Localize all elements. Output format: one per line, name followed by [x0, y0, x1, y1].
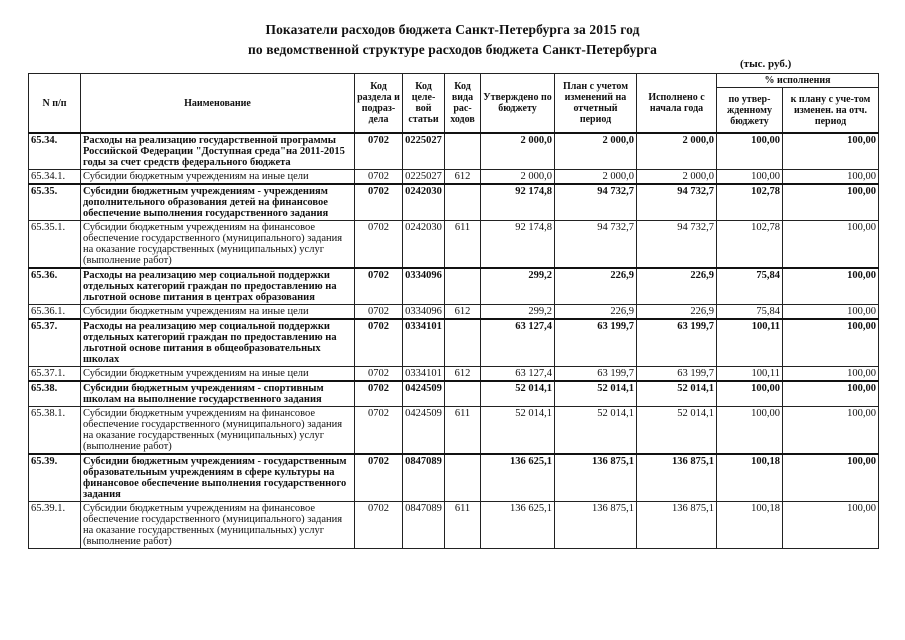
cell-approved: 299,2: [481, 268, 555, 305]
cell-approved: 63 127,4: [481, 367, 555, 382]
header-pct-approved: по утвер-жденному бюджету: [717, 88, 783, 134]
cell-plan: 2 000,0: [555, 170, 637, 185]
cell-type: [445, 454, 481, 502]
cell-num: 65.34.: [29, 133, 81, 170]
cell-pct-approved: 102,78: [717, 184, 783, 221]
table-row: [29, 221, 879, 269]
table-row: [29, 133, 879, 170]
cell-executed: 136 875,1: [637, 502, 717, 549]
cell-pct-approved: 100,00: [717, 381, 783, 407]
document-subtitle: по ведомственной структуре расходов бюджета Санкт-Петербурга: [247, 42, 658, 57]
cell-name: Субсидии бюджетным учреждениям на финансовое обеспечение государственного (муниципального) задания на оказание государственных (муниципальных) услуг (выполнение работ): [81, 221, 355, 269]
cell-article: 0334096: [403, 268, 445, 305]
cell-plan: 52 014,1: [555, 407, 637, 455]
cell-pct-plan: 100,00: [783, 133, 879, 170]
cell-pct-plan: 100,00: [783, 381, 879, 407]
table-row: [29, 381, 879, 407]
cell-section: 0702: [355, 454, 403, 502]
cell-type: [445, 319, 481, 367]
header-pct-plan: к плану с уче-том изменен. на отч. период: [783, 88, 879, 134]
cell-section: 0702: [355, 133, 403, 170]
cell-pct-approved: 100,00: [717, 170, 783, 185]
cell-type: 612: [445, 305, 481, 320]
header-approved: Утверждено по бюджету: [481, 74, 555, 134]
table-row: [29, 367, 879, 382]
cell-executed: 52 014,1: [637, 381, 717, 407]
cell-article: 0334101: [403, 367, 445, 382]
header-plan: План с учетом изменений на отчетный период: [555, 74, 637, 134]
cell-name: Субсидии бюджетным учреждениям на иные цели: [81, 305, 355, 320]
cell-section: 0702: [355, 221, 403, 269]
header-section: Код раздела и подраз-дела: [355, 74, 403, 134]
table-row: [29, 170, 879, 185]
cell-plan: 136 875,1: [555, 502, 637, 549]
cell-type: [445, 133, 481, 170]
table-row: [29, 319, 879, 367]
cell-pct-approved: 100,00: [717, 407, 783, 455]
cell-type: [445, 381, 481, 407]
cell-article: 0847089: [403, 454, 445, 502]
cell-section: 0702: [355, 268, 403, 305]
budget-table: [28, 73, 879, 549]
cell-pct-plan: 100,00: [783, 221, 879, 269]
cell-plan: 63 199,7: [555, 367, 637, 382]
cell-article: 0424509: [403, 381, 445, 407]
cell-section: 0702: [355, 184, 403, 221]
cell-num: 65.38.: [29, 381, 81, 407]
table-row: [29, 502, 879, 549]
cell-type: 612: [445, 170, 481, 185]
cell-approved: 2 000,0: [481, 133, 555, 170]
cell-pct-approved: 75,84: [717, 268, 783, 305]
table-row: [29, 184, 879, 221]
cell-executed: 2 000,0: [637, 170, 717, 185]
cell-approved: 92 174,8: [481, 221, 555, 269]
cell-approved: 299,2: [481, 305, 555, 320]
cell-section: 0702: [355, 319, 403, 367]
cell-plan: 2 000,0: [555, 133, 637, 170]
cell-pct-plan: 100,00: [783, 268, 879, 305]
header-name: Наименование: [81, 74, 355, 134]
cell-approved: 136 625,1: [481, 454, 555, 502]
cell-num: 65.36.1.: [29, 305, 81, 320]
table-row: [29, 268, 879, 305]
cell-plan: 94 732,7: [555, 184, 637, 221]
cell-name: Расходы на реализацию государственной программы Российской Федерации "Доступная среда"на 2011-2015 годы за счет средств федерального бюджета: [81, 133, 355, 170]
cell-article: 0847089: [403, 502, 445, 549]
cell-pct-plan: 100,00: [783, 502, 879, 549]
table-row: [29, 305, 879, 320]
cell-type: 611: [445, 502, 481, 549]
cell-article: 0242030: [403, 184, 445, 221]
cell-name: Расходы на реализацию мер социальной поддержки отдельных категорий граждан по предоставлению на льготной основе питания в общеобразовательных школах: [81, 319, 355, 367]
cell-type: 612: [445, 367, 481, 382]
cell-name: Субсидии бюджетным учреждениям - государственным образовательным учреждениям в сфере культуры на финансовое обеспечение выполнения государственного задания: [81, 454, 355, 502]
cell-approved: 92 174,8: [481, 184, 555, 221]
document-title: Показатели расходов бюджета Санкт-Петербурга за 2015 год: [265, 22, 640, 37]
cell-num: 65.36.: [29, 268, 81, 305]
cell-num: 65.37.1.: [29, 367, 81, 382]
cell-name: Субсидии бюджетным учреждениям на финансовое обеспечение государственного (муниципального) задания на оказание государственных (муниципальных) услуг (выполнение работ): [81, 502, 355, 549]
cell-pct-approved: 100,11: [717, 367, 783, 382]
cell-article: 0225027: [403, 133, 445, 170]
cell-pct-plan: 100,00: [783, 305, 879, 320]
cell-pct-plan: 100,00: [783, 454, 879, 502]
cell-plan: 63 199,7: [555, 319, 637, 367]
cell-num: 65.34.1.: [29, 170, 81, 185]
cell-num: 65.38.1.: [29, 407, 81, 455]
cell-name: Субсидии бюджетным учреждениям на финансовое обеспечение государственного (муниципального) задания на оказание государственных (муниципальных) услуг (выполнение работ): [81, 407, 355, 455]
cell-executed: 226,9: [637, 268, 717, 305]
cell-executed: 136 875,1: [637, 454, 717, 502]
cell-pct-plan: 100,00: [783, 407, 879, 455]
cell-executed: 63 199,7: [637, 367, 717, 382]
cell-plan: 226,9: [555, 268, 637, 305]
cell-plan: 52 014,1: [555, 381, 637, 407]
cell-article: 0242030: [403, 221, 445, 269]
table-row: [29, 454, 879, 502]
cell-approved: 136 625,1: [481, 502, 555, 549]
cell-section: 0702: [355, 502, 403, 549]
cell-executed: 226,9: [637, 305, 717, 320]
cell-pct-plan: 100,00: [783, 319, 879, 367]
cell-pct-plan: 100,00: [783, 170, 879, 185]
cell-type: 611: [445, 407, 481, 455]
cell-approved: 2 000,0: [481, 170, 555, 185]
cell-num: 65.37.: [29, 319, 81, 367]
cell-executed: 2 000,0: [637, 133, 717, 170]
cell-type: 611: [445, 221, 481, 269]
cell-section: 0702: [355, 170, 403, 185]
cell-section: 0702: [355, 407, 403, 455]
cell-pct-approved: 102,78: [717, 221, 783, 269]
cell-plan: 94 732,7: [555, 221, 637, 269]
cell-executed: 94 732,7: [637, 184, 717, 221]
cell-section: 0702: [355, 367, 403, 382]
cell-pct-plan: 100,00: [783, 184, 879, 221]
cell-article: 0424509: [403, 407, 445, 455]
cell-pct-approved: 100,18: [717, 454, 783, 502]
cell-name: Субсидии бюджетным учреждениям - учреждениям дополнительного образования детей на финансовое обеспечение выполнения государственного задания: [81, 184, 355, 221]
cell-section: 0702: [355, 305, 403, 320]
cell-num: 65.35.: [29, 184, 81, 221]
units-label: (тыс. руб.): [740, 58, 792, 70]
cell-type: [445, 268, 481, 305]
cell-approved: 52 014,1: [481, 381, 555, 407]
cell-plan: 136 875,1: [555, 454, 637, 502]
header-article: Код целе-вой статьи: [403, 74, 445, 134]
cell-article: 0225027: [403, 170, 445, 185]
header-executed: Исполнено с начала года: [637, 74, 717, 134]
cell-article: 0334096: [403, 305, 445, 320]
cell-approved: 63 127,4: [481, 319, 555, 367]
cell-pct-plan: 100,00: [783, 367, 879, 382]
header-num: N п/п: [29, 74, 81, 134]
cell-pct-approved: 100,18: [717, 502, 783, 549]
table-body: [29, 133, 879, 549]
cell-pct-approved: 100,11: [717, 319, 783, 367]
cell-pct-approved: 75,84: [717, 305, 783, 320]
cell-name: Субсидии бюджетным учреждениям - спортивным школам на выполнение государственного задания: [81, 381, 355, 407]
cell-name: Субсидии бюджетным учреждениям на иные цели: [81, 367, 355, 382]
cell-pct-approved: 100,00: [717, 133, 783, 170]
table-row: [29, 407, 879, 455]
cell-type: [445, 184, 481, 221]
cell-approved: 52 014,1: [481, 407, 555, 455]
cell-executed: 63 199,7: [637, 319, 717, 367]
cell-num: 65.39.1.: [29, 502, 81, 549]
cell-section: 0702: [355, 381, 403, 407]
cell-executed: 94 732,7: [637, 221, 717, 269]
header-type: Код вида рас-ходов: [445, 74, 481, 134]
header-percent-group: % исполнения: [717, 74, 879, 88]
cell-executed: 52 014,1: [637, 407, 717, 455]
cell-num: 65.35.1.: [29, 221, 81, 269]
cell-plan: 226,9: [555, 305, 637, 320]
cell-name: Расходы на реализацию мер социальной поддержки отдельных категорий граждан по предоставлению на льготной основе питания в центрах образования: [81, 268, 355, 305]
cell-article: 0334101: [403, 319, 445, 367]
cell-name: Субсидии бюджетным учреждениям на иные цели: [81, 170, 355, 185]
cell-num: 65.39.: [29, 454, 81, 502]
